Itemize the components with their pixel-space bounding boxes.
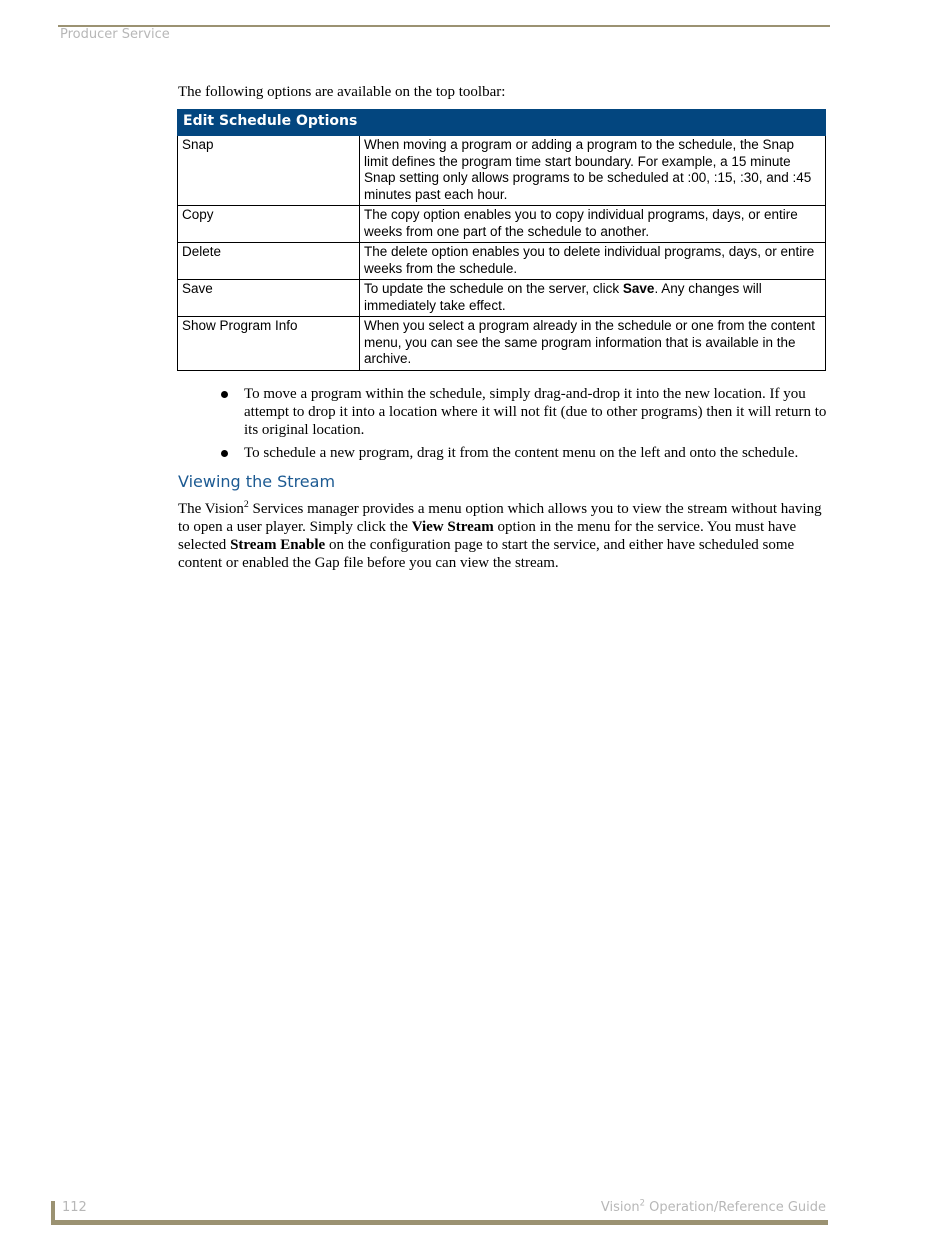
option-description — [360, 280, 826, 317]
option-description: When moving a program or adding a program to the schedule, the Snap limit defines the program time start boundary. For example, a 15 minute Snap setting only allows programs to be scheduled at :00, :15, :30, and :45 minutes past each hour. — [360, 136, 826, 206]
table-row — [178, 243, 826, 280]
list-item — [218, 444, 828, 462]
desc-text: To update the schedule on the server, click — [364, 281, 623, 296]
option-description: When you select a program already in the schedule or one from the content menu, you can see the same program information that is available in the archive. — [360, 317, 826, 371]
footer-superscript: 2 — [639, 1197, 646, 1208]
running-header: Producer Service — [60, 27, 170, 42]
edit-schedule-options-table — [177, 109, 826, 371]
desc-bold: Save — [622, 281, 655, 296]
table-row — [178, 280, 826, 317]
table-row — [178, 136, 826, 206]
tips-list — [218, 385, 828, 467]
footer-title-text: Operation/Reference Guide — [645, 1200, 826, 1215]
list-item — [218, 385, 828, 439]
section-paragraph — [178, 500, 828, 572]
table-row — [178, 317, 826, 371]
para-bold: View Stream — [411, 519, 494, 535]
header-rule — [58, 25, 830, 27]
para-text: on the configuration page to start the service, and either have scheduled some content or enabled the Gap file before you can view the stream. — [178, 537, 795, 571]
list-item-text: To move a program within the schedule, simply drag-and-drop it into the new location. If you attempt to drop it into a location where it will not fit (due to other programs) then it will return to its original location. — [244, 386, 827, 438]
table-row — [178, 206, 826, 243]
bullet-icon — [221, 450, 228, 457]
option-name: Show Program Info — [178, 317, 360, 371]
table-title: Edit Schedule Options — [178, 110, 826, 136]
para-text: The Vision — [178, 501, 244, 517]
intro-text: The following options are available on the top toolbar: — [178, 84, 506, 100]
para-text: option in the menu for the service. You must have selected — [178, 519, 797, 553]
para-bold: Stream Enable — [230, 537, 326, 553]
bullet-icon — [221, 391, 228, 398]
para-text: Services manager provides a menu option which allows you to view the stream without having to open a user player. Simply click the — [178, 501, 822, 535]
option-name: Copy — [178, 206, 360, 243]
desc-text: . Any changes will immediately take effect. — [364, 281, 762, 313]
list-item-text: To schedule a new program, drag it from the content menu on the left and onto the schedule. — [244, 445, 799, 461]
footer-title — [600, 1197, 826, 1215]
section-heading: Viewing the Stream — [178, 472, 336, 491]
option-name: Snap — [178, 136, 360, 206]
page-number: 112 — [62, 1200, 87, 1215]
footer-title-text: Vision — [600, 1200, 640, 1215]
option-name: Save — [178, 280, 360, 317]
superscript: 2 — [243, 499, 249, 510]
footer-rule — [51, 1220, 828, 1225]
option-description: The delete option enables you to delete individual programs, days, or entire weeks from the schedule. — [360, 243, 826, 280]
option-description: The copy option enables you to copy individual programs, days, or entire weeks from one part of the schedule to another. — [360, 206, 826, 243]
option-name: Delete — [178, 243, 360, 280]
